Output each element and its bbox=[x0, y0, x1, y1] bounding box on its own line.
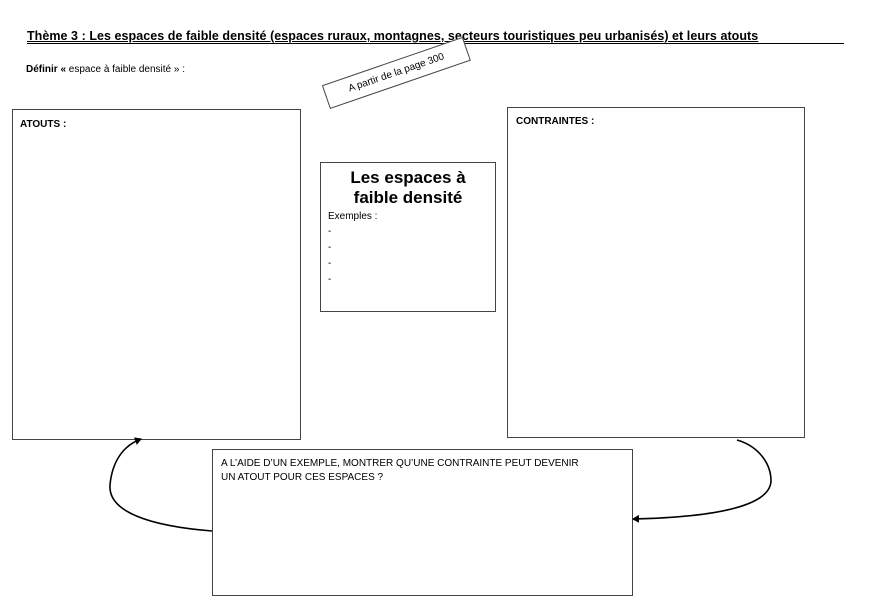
atouts-label: ATOUTS : bbox=[20, 119, 67, 130]
example-dash-4[interactable]: - bbox=[328, 274, 332, 285]
example-dash-2[interactable]: - bbox=[328, 242, 332, 253]
example-dash-1[interactable]: - bbox=[328, 226, 332, 237]
question-line1: A L’AIDE D’UN EXEMPLE, MONTRER QU’UNE CONTRAINTE PEUT DEVENIR bbox=[221, 458, 579, 469]
page-title: Thème 3 : Les espaces de faible densité (espaces ruraux, montagnes, secteurs touristiques peu urbanisés) et leurs atouts bbox=[27, 29, 759, 43]
examples-label: Exemples : bbox=[328, 211, 378, 222]
contraintes-label: CONTRAINTES : bbox=[516, 116, 595, 127]
center-title-line1: Les espaces à bbox=[350, 168, 466, 187]
page-reference-stamp: A partir de la page 300 bbox=[322, 37, 471, 109]
example-dash-3[interactable]: - bbox=[328, 258, 332, 269]
definition-text: espace à faible densité » : bbox=[66, 64, 185, 75]
question-line2: UN ATOUT POUR CES ESPACES ? bbox=[221, 472, 384, 483]
right-curved-arrow bbox=[633, 440, 771, 519]
definition-bold-label: Définir « bbox=[26, 64, 67, 75]
left-curved-arrow bbox=[110, 439, 212, 531]
center-title-line2: faible densité bbox=[353, 188, 463, 207]
